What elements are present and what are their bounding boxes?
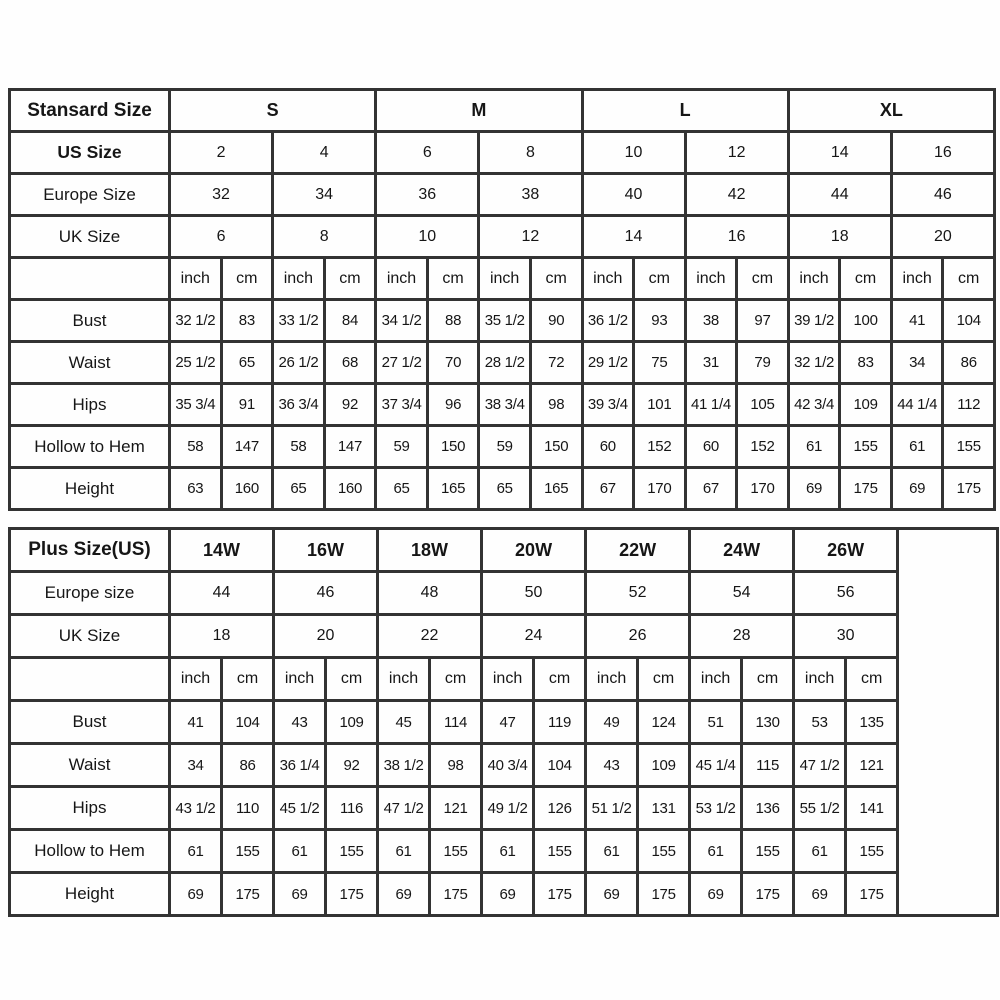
- measure-value-cell: 88: [427, 300, 479, 342]
- unit-inch-cell: inch: [479, 258, 531, 300]
- measure-value-cell: 58: [170, 426, 222, 468]
- measure-value-cell: 130: [742, 701, 794, 744]
- unit-inch-cell: inch: [376, 258, 428, 300]
- measure-value-cell: 39 1/2: [788, 300, 840, 342]
- measure-value-cell: 63: [170, 468, 222, 510]
- measure-value-cell: 175: [326, 873, 378, 916]
- measure-value-cell: 69: [170, 873, 222, 916]
- measure-value-cell: 175: [846, 873, 898, 916]
- measure-value-cell: 69: [274, 873, 326, 916]
- measure-value-cell: 152: [634, 426, 686, 468]
- measure-value-cell: 34: [891, 342, 943, 384]
- measure-value-cell: 61: [794, 830, 846, 873]
- measure-value-cell: 28 1/2: [479, 342, 531, 384]
- row-label: Hollow to Hem: [10, 426, 170, 468]
- size-value-cell: 44: [788, 174, 891, 216]
- size-value-cell: 52: [586, 572, 690, 615]
- size-group-cell: 20W: [482, 529, 586, 572]
- size-group-cell: 26W: [794, 529, 898, 572]
- unit-inch-cell: inch: [891, 258, 943, 300]
- measure-value-cell: 170: [737, 468, 789, 510]
- measure-value-cell: 58: [273, 426, 325, 468]
- size-value-cell: 32: [170, 174, 273, 216]
- size-value-cell: 44: [170, 572, 274, 615]
- measure-value-cell: 98: [430, 744, 482, 787]
- measure-value-cell: 155: [638, 830, 690, 873]
- measure-value-cell: 175: [430, 873, 482, 916]
- size-value-cell: 20: [891, 216, 994, 258]
- corner-label: Stansard Size: [10, 90, 170, 132]
- size-value-cell: 24: [482, 615, 586, 658]
- measure-value-cell: 175: [638, 873, 690, 916]
- measure-value-cell: 40 3/4: [482, 744, 534, 787]
- size-value-cell: 28: [690, 615, 794, 658]
- measure-value-cell: 51 1/2: [586, 787, 638, 830]
- unit-cm-cell: cm: [638, 658, 690, 701]
- unit-row-spacer: [10, 258, 170, 300]
- measure-value-cell: 109: [326, 701, 378, 744]
- measure-value-cell: 155: [943, 426, 995, 468]
- unit-row-spacer: [10, 658, 170, 701]
- unit-cm-cell: cm: [840, 258, 892, 300]
- measure-value-cell: 101: [634, 384, 686, 426]
- measure-value-cell: 59: [376, 426, 428, 468]
- measure-value-cell: 100: [840, 300, 892, 342]
- size-value-cell: 46: [274, 572, 378, 615]
- size-value-cell: 14: [788, 132, 891, 174]
- measure-value-cell: 61: [586, 830, 638, 873]
- measure-value-cell: 69: [794, 873, 846, 916]
- row-label: Europe Size: [10, 174, 170, 216]
- measure-value-cell: 147: [324, 426, 376, 468]
- measure-value-cell: 75: [634, 342, 686, 384]
- measure-value-cell: 44 1/4: [891, 384, 943, 426]
- size-value-cell: 38: [479, 174, 582, 216]
- measure-value-cell: 83: [221, 300, 273, 342]
- measure-value-cell: 38 1/2: [378, 744, 430, 787]
- measure-value-cell: 126: [534, 787, 586, 830]
- size-value-cell: 8: [273, 216, 376, 258]
- measure-value-cell: 92: [326, 744, 378, 787]
- unit-cm-cell: cm: [634, 258, 686, 300]
- size-group-cell: 24W: [690, 529, 794, 572]
- measure-value-cell: 105: [737, 384, 789, 426]
- size-value-cell: 50: [482, 572, 586, 615]
- measure-value-cell: 49: [586, 701, 638, 744]
- measure-value-cell: 32 1/2: [170, 300, 222, 342]
- measure-value-cell: 124: [638, 701, 690, 744]
- measure-value-cell: 147: [221, 426, 273, 468]
- row-label: UK Size: [10, 615, 170, 658]
- measure-value-cell: 41: [170, 701, 222, 744]
- size-value-cell: 20: [274, 615, 378, 658]
- measure-value-cell: 61: [891, 426, 943, 468]
- unit-inch-cell: inch: [586, 658, 638, 701]
- measure-value-cell: 27 1/2: [376, 342, 428, 384]
- size-value-cell: 26: [586, 615, 690, 658]
- measure-value-cell: 150: [427, 426, 479, 468]
- measure-value-cell: 43 1/2: [170, 787, 222, 830]
- measure-value-cell: 79: [737, 342, 789, 384]
- measure-value-cell: 43: [274, 701, 326, 744]
- measure-value-cell: 72: [530, 342, 582, 384]
- size-value-cell: 30: [794, 615, 898, 658]
- measure-value-cell: 97: [737, 300, 789, 342]
- size-group-cell: M: [376, 90, 582, 132]
- row-label: Height: [10, 873, 170, 916]
- measure-value-cell: 47 1/2: [794, 744, 846, 787]
- measure-value-cell: 155: [222, 830, 274, 873]
- size-value-cell: 2: [170, 132, 273, 174]
- row-label: Hollow to Hem: [10, 830, 170, 873]
- unit-cm-cell: cm: [324, 258, 376, 300]
- measure-value-cell: 110: [222, 787, 274, 830]
- row-label: Bust: [10, 300, 170, 342]
- unit-cm-cell: cm: [846, 658, 898, 701]
- measure-value-cell: 61: [482, 830, 534, 873]
- unit-inch-cell: inch: [788, 258, 840, 300]
- measure-value-cell: 83: [840, 342, 892, 384]
- plus-size-table: [8, 527, 999, 917]
- measure-value-cell: 155: [840, 426, 892, 468]
- measure-value-cell: 61: [170, 830, 222, 873]
- measure-value-cell: 47 1/2: [378, 787, 430, 830]
- size-group-cell: 22W: [586, 529, 690, 572]
- row-label: Europe size: [10, 572, 170, 615]
- measure-value-cell: 141: [846, 787, 898, 830]
- measure-value-cell: 69: [482, 873, 534, 916]
- row-label: Bust: [10, 701, 170, 744]
- measure-value-cell: 65: [376, 468, 428, 510]
- size-value-cell: 4: [273, 132, 376, 174]
- measure-value-cell: 34 1/2: [376, 300, 428, 342]
- measure-value-cell: 60: [582, 426, 634, 468]
- measure-value-cell: 47: [482, 701, 534, 744]
- size-value-cell: 10: [376, 216, 479, 258]
- measure-value-cell: 53: [794, 701, 846, 744]
- measure-value-cell: 121: [430, 787, 482, 830]
- standard-size-table: [8, 88, 996, 511]
- size-value-cell: 56: [794, 572, 898, 615]
- measure-value-cell: 38: [685, 300, 737, 342]
- measure-value-cell: 96: [427, 384, 479, 426]
- measure-value-cell: 136: [742, 787, 794, 830]
- measure-value-cell: 25 1/2: [170, 342, 222, 384]
- row-label: Hips: [10, 384, 170, 426]
- empty-column-cell: [898, 529, 998, 916]
- unit-cm-cell: cm: [221, 258, 273, 300]
- unit-inch-cell: inch: [685, 258, 737, 300]
- unit-inch-cell: inch: [273, 258, 325, 300]
- measure-value-cell: 165: [427, 468, 479, 510]
- measure-value-cell: 61: [378, 830, 430, 873]
- measure-value-cell: 175: [222, 873, 274, 916]
- measure-value-cell: 90: [530, 300, 582, 342]
- measure-value-cell: 92: [324, 384, 376, 426]
- measure-value-cell: 65: [479, 468, 531, 510]
- unit-cm-cell: cm: [534, 658, 586, 701]
- measure-value-cell: 65: [221, 342, 273, 384]
- size-group-cell: L: [582, 90, 788, 132]
- measure-value-cell: 37 3/4: [376, 384, 428, 426]
- size-value-cell: 6: [170, 216, 273, 258]
- size-group-cell: 16W: [274, 529, 378, 572]
- row-label: Height: [10, 468, 170, 510]
- measure-value-cell: 116: [326, 787, 378, 830]
- measure-value-cell: 69: [891, 468, 943, 510]
- row-label: Hips: [10, 787, 170, 830]
- size-group-cell: 14W: [170, 529, 274, 572]
- corner-label: Plus Size(US): [10, 529, 170, 572]
- measure-value-cell: 32 1/2: [788, 342, 840, 384]
- unit-inch-cell: inch: [378, 658, 430, 701]
- measure-value-cell: 131: [638, 787, 690, 830]
- measure-value-cell: 93: [634, 300, 686, 342]
- unit-inch-cell: inch: [274, 658, 326, 701]
- measure-value-cell: 121: [846, 744, 898, 787]
- measure-value-cell: 36 3/4: [273, 384, 325, 426]
- measure-value-cell: 39 3/4: [582, 384, 634, 426]
- measure-value-cell: 84: [324, 300, 376, 342]
- size-value-cell: 18: [788, 216, 891, 258]
- measure-value-cell: 69: [788, 468, 840, 510]
- measure-value-cell: 112: [943, 384, 995, 426]
- measure-value-cell: 170: [634, 468, 686, 510]
- size-value-cell: 54: [690, 572, 794, 615]
- size-group-cell: S: [170, 90, 376, 132]
- measure-value-cell: 29 1/2: [582, 342, 634, 384]
- unit-inch-cell: inch: [582, 258, 634, 300]
- unit-inch-cell: inch: [794, 658, 846, 701]
- measure-value-cell: 33 1/2: [273, 300, 325, 342]
- measure-value-cell: 51: [690, 701, 742, 744]
- measure-value-cell: 98: [530, 384, 582, 426]
- measure-value-cell: 34: [170, 744, 222, 787]
- measure-value-cell: 55 1/2: [794, 787, 846, 830]
- measure-value-cell: 160: [221, 468, 273, 510]
- size-value-cell: 16: [685, 216, 788, 258]
- size-value-cell: 14: [582, 216, 685, 258]
- size-value-cell: 46: [891, 174, 994, 216]
- measure-value-cell: 86: [222, 744, 274, 787]
- row-label: US Size: [10, 132, 170, 174]
- measure-value-cell: 42 3/4: [788, 384, 840, 426]
- size-value-cell: 22: [378, 615, 482, 658]
- unit-cm-cell: cm: [737, 258, 789, 300]
- measure-value-cell: 155: [430, 830, 482, 873]
- measure-value-cell: 31: [685, 342, 737, 384]
- measure-value-cell: 69: [378, 873, 430, 916]
- measure-value-cell: 115: [742, 744, 794, 787]
- size-value-cell: 10: [582, 132, 685, 174]
- measure-value-cell: 91: [221, 384, 273, 426]
- measure-value-cell: 61: [274, 830, 326, 873]
- unit-cm-cell: cm: [222, 658, 274, 701]
- measure-value-cell: 67: [582, 468, 634, 510]
- size-value-cell: 6: [376, 132, 479, 174]
- measure-value-cell: 86: [943, 342, 995, 384]
- measure-value-cell: 41 1/4: [685, 384, 737, 426]
- measure-value-cell: 26 1/2: [273, 342, 325, 384]
- measure-value-cell: 65: [273, 468, 325, 510]
- measure-value-cell: 36 1/2: [582, 300, 634, 342]
- measure-value-cell: 104: [534, 744, 586, 787]
- row-label: Waist: [10, 744, 170, 787]
- size-value-cell: 40: [582, 174, 685, 216]
- measure-value-cell: 175: [840, 468, 892, 510]
- measure-value-cell: 45 1/4: [690, 744, 742, 787]
- measure-value-cell: 61: [788, 426, 840, 468]
- measure-value-cell: 175: [943, 468, 995, 510]
- measure-value-cell: 152: [737, 426, 789, 468]
- size-value-cell: 18: [170, 615, 274, 658]
- size-value-cell: 48: [378, 572, 482, 615]
- size-value-cell: 16: [891, 132, 994, 174]
- measure-value-cell: 59: [479, 426, 531, 468]
- size-value-cell: 12: [479, 216, 582, 258]
- unit-inch-cell: inch: [690, 658, 742, 701]
- size-group-cell: XL: [788, 90, 994, 132]
- measure-value-cell: 104: [222, 701, 274, 744]
- measure-value-cell: 150: [530, 426, 582, 468]
- measure-value-cell: 155: [534, 830, 586, 873]
- measure-value-cell: 45: [378, 701, 430, 744]
- measure-value-cell: 61: [690, 830, 742, 873]
- unit-inch-cell: inch: [170, 258, 222, 300]
- measure-value-cell: 175: [742, 873, 794, 916]
- measure-value-cell: 109: [638, 744, 690, 787]
- measure-value-cell: 175: [534, 873, 586, 916]
- measure-value-cell: 109: [840, 384, 892, 426]
- row-label: Waist: [10, 342, 170, 384]
- measure-value-cell: 160: [324, 468, 376, 510]
- measure-value-cell: 45 1/2: [274, 787, 326, 830]
- measure-value-cell: 35 1/2: [479, 300, 531, 342]
- unit-cm-cell: cm: [943, 258, 995, 300]
- measure-value-cell: 43: [586, 744, 638, 787]
- measure-value-cell: 60: [685, 426, 737, 468]
- unit-cm-cell: cm: [742, 658, 794, 701]
- size-value-cell: 12: [685, 132, 788, 174]
- row-label: UK Size: [10, 216, 170, 258]
- measure-value-cell: 68: [324, 342, 376, 384]
- size-value-cell: 34: [273, 174, 376, 216]
- measure-value-cell: 155: [326, 830, 378, 873]
- size-group-cell: 18W: [378, 529, 482, 572]
- measure-value-cell: 53 1/2: [690, 787, 742, 830]
- measure-value-cell: 38 3/4: [479, 384, 531, 426]
- unit-inch-cell: inch: [170, 658, 222, 701]
- measure-value-cell: 119: [534, 701, 586, 744]
- size-value-cell: 36: [376, 174, 479, 216]
- measure-value-cell: 67: [685, 468, 737, 510]
- measure-value-cell: 35 3/4: [170, 384, 222, 426]
- measure-value-cell: 69: [690, 873, 742, 916]
- unit-cm-cell: cm: [326, 658, 378, 701]
- unit-cm-cell: cm: [430, 658, 482, 701]
- size-value-cell: 8: [479, 132, 582, 174]
- measure-value-cell: 49 1/2: [482, 787, 534, 830]
- measure-value-cell: 114: [430, 701, 482, 744]
- unit-cm-cell: cm: [427, 258, 479, 300]
- measure-value-cell: 135: [846, 701, 898, 744]
- measure-value-cell: 36 1/4: [274, 744, 326, 787]
- measure-value-cell: 155: [742, 830, 794, 873]
- measure-value-cell: 104: [943, 300, 995, 342]
- measure-value-cell: 165: [530, 468, 582, 510]
- measure-value-cell: 41: [891, 300, 943, 342]
- measure-value-cell: 69: [586, 873, 638, 916]
- measure-value-cell: 155: [846, 830, 898, 873]
- unit-cm-cell: cm: [530, 258, 582, 300]
- size-value-cell: 42: [685, 174, 788, 216]
- measure-value-cell: 70: [427, 342, 479, 384]
- unit-inch-cell: inch: [482, 658, 534, 701]
